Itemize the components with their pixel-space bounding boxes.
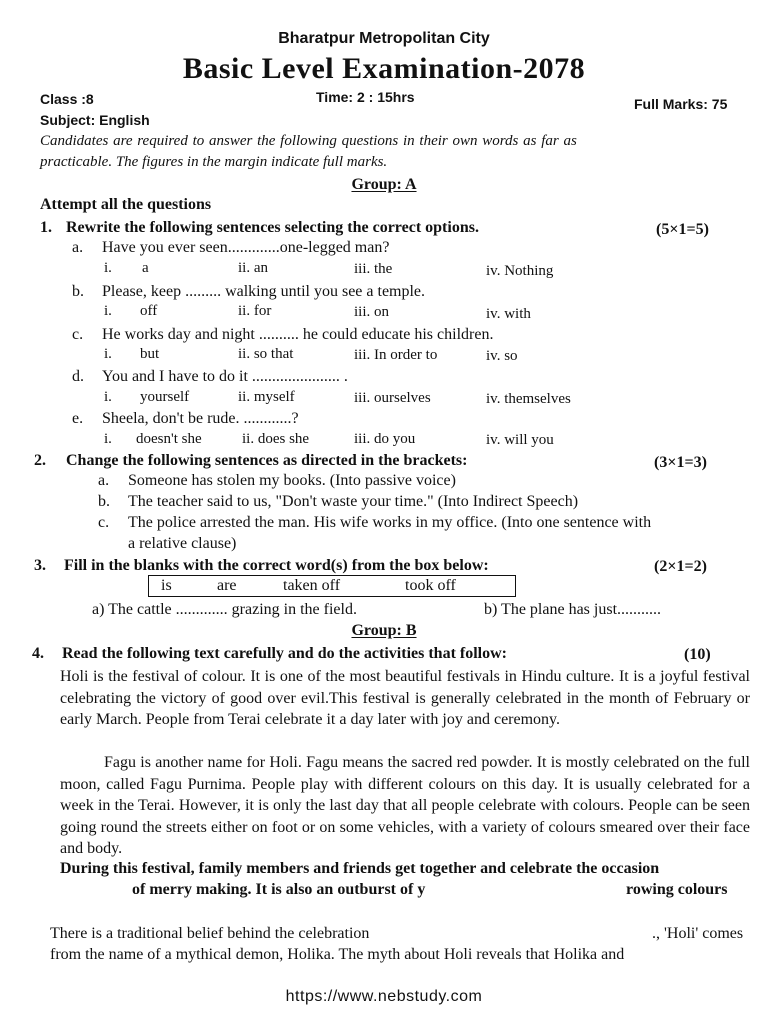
q1c-opt-i-text: but [140,346,160,362]
city-name: Bharatpur Metropolitan City [278,30,490,47]
subject-label: Subject: English [40,112,150,128]
q1a-opt-iii: iii. the [354,261,393,277]
time-label: Time: 2 : 15hrs [316,89,415,105]
passage-line-colours: rowing colours [626,881,728,898]
q2-number: 2. [34,452,46,469]
box-word-took-off: took off [405,577,456,594]
q2c-letter: c. [98,514,110,531]
instructions-line-2: practicable. The figures in the margin indicate full marks. [40,154,388,170]
q1c-opt-ii: ii. so that [238,346,294,362]
q1e-letter: e. [72,410,84,427]
q1a-letter: a. [72,239,84,256]
q1e-text: Sheela, don't be rude. ............? [102,410,299,427]
q1a-opt-i-text: a [142,260,149,276]
q3a-text: a) The cattle ............. grazing in the field. [92,601,357,618]
q1-number: 1. [40,219,52,236]
group-b-title: Group: B [351,622,417,639]
q2b-text: The teacher said to us, "Don't waste your time." (Into Indirect Speech) [128,493,579,510]
passage-line-merry: of merry making. It is also an outburst of y [132,881,426,898]
q1-marks: (5×1=5) [656,221,709,238]
q1b-opt-iv: iv. with [486,306,531,322]
q2a-text: Someone has stolen my books. (Into passive voice) [128,472,456,489]
q1-text: Rewrite the following sentences selecting the correct options. [66,219,479,236]
q1b-opt-iii: iii. on [354,304,390,320]
passage-paragraph-2-text: Fagu is another name for Holi. Fagu means the sacred red powder. It is mostly celebrated on the full moon, called Fagu Purnima. People play with different colours on this day. It is usually celebrated for a week in the Terai. However, it is only the last day that all people celebrate with colours. People can be seen going round the streets either on foot or on some vehicles, with a variety of colours smeared over their face and body. [60,754,750,857]
q1d-text: You and I have to do it ...................... . [102,368,348,385]
q1e-opt-iii: iii. do you [354,431,416,447]
q1c-opt-iv: iv. so [486,348,518,364]
instructions-line-1: Candidates are required to answer the following questions in their own words as far as [40,133,577,149]
group-b-heading [0,622,768,640]
passage-paragraph-2 [60,752,750,860]
q2c-text: The police arrested the man. His wife works in my office. (Into one sentence with [128,514,652,531]
q1c-opt-i: i. [104,346,112,362]
q1d-opt-iv: iv. themselves [486,391,571,407]
attempt-instruction: Attempt all the questions [40,196,212,213]
passage-p3-line-1b: ., 'Holi' comes [652,925,744,942]
q1b-opt-i-text: off [140,303,158,319]
q1b-letter: b. [72,283,84,300]
box-word-taken-off: taken off [283,577,341,594]
q2-text: Change the following sentences as directed in the brackets: [66,452,468,469]
q1c-letter: c. [72,326,84,343]
passage-line-during: During this festival, family members and friends get together and celebrate the occasion [60,860,660,877]
q1d-opt-iii: iii. ourselves [354,390,431,406]
box-word-is: is [161,577,172,594]
q3-text: Fill in the blanks with the correct word(s) from the box below: [64,557,489,574]
q4-number: 4. [32,645,44,662]
full-marks-label: Full Marks: 75 [634,96,728,112]
exam-title: Basic Level Examination-2078 [182,52,586,85]
q2a-letter: a. [98,472,110,489]
q3b-text: b) The plane has just........... [484,601,662,618]
q4-marks: (10) [684,646,711,663]
q2b-letter: b. [98,493,110,510]
q1b-text: Please, keep ......... walking until you see a temple. [102,283,426,300]
passage-p3-line-1a: There is a traditional belief behind the celebration [50,925,370,942]
word-box [148,575,516,597]
q1b-opt-ii: ii. for [238,303,272,319]
q4-text: Read the following text carefully and do the activities that follow: [62,645,507,662]
group-a-heading [0,176,768,194]
box-word-are: are [217,577,237,594]
q3-number: 3. [34,557,46,574]
q1d-opt-i-text: yourself [140,389,190,405]
q1d-opt-ii: ii. myself [238,389,295,405]
q1e-opt-iv: iv. will you [486,432,554,448]
q1e-opt-ii: ii. does she [242,431,310,447]
q1a-opt-iv: iv. Nothing [486,263,554,279]
passage-paragraph-1: Holi is the festival of colour. It is one of the most beautiful festivals in Hindu culture. It is a joyful festival celebrating the victory of good over evil.This festival is generally celebrated in the month of February or early March. People from Terai celebrate it a day later with joy and ceremony. [60,668,750,728]
q1d-letter: d. [72,368,84,385]
q1a-opt-ii: ii. an [238,260,268,276]
q1d-opt-i: i. [104,389,112,405]
q1a-text: Have you ever seen.............one-legged man? [102,239,390,256]
q1c-opt-iii: iii. In order to [354,347,438,363]
group-a-title: Group: A [351,176,417,193]
q1b-opt-i: i. [104,303,112,319]
q2-marks: (3×1=3) [654,454,707,471]
q1e-opt-i: i. [104,431,112,447]
q1e-opt-i-text: doesn't she [136,431,202,447]
footer-url[interactable]: https://www.nebstudy.com [285,988,483,1005]
q1a-opt-i: i. [104,260,112,276]
q2c-text-cont: a relative clause) [128,535,237,552]
q3-marks: (2×1=2) [654,558,707,575]
q1c-text: He works day and night .......... he could educate his children. [102,326,494,343]
class-label: Class :8 [40,91,94,107]
passage-p3-line-2: from the name of a mythical demon, Holika. The myth about Holi reveals that Holika and [50,946,625,963]
